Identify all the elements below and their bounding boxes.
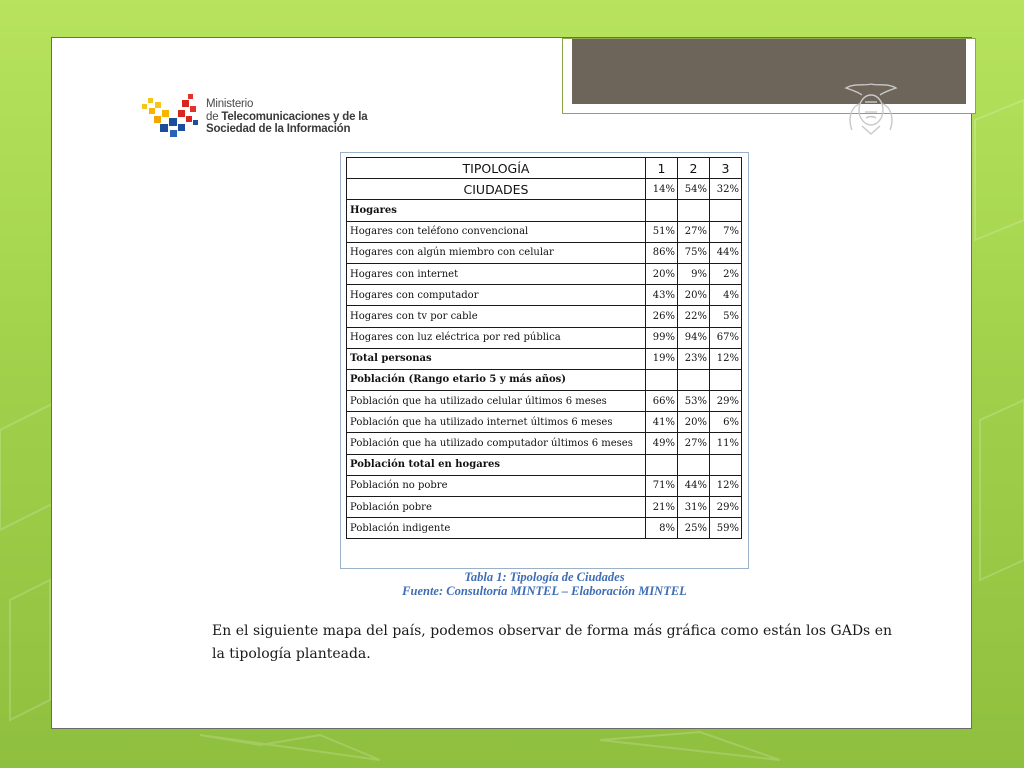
- table-row: [347, 475, 742, 496]
- table-cell-value: 86%: [646, 242, 678, 263]
- table-cell-value: [646, 369, 678, 390]
- table-cell-value: 14%: [646, 179, 678, 200]
- table-column-header: 2: [678, 158, 710, 179]
- ministry-name-line2: [206, 111, 367, 124]
- table-row-label: Hogares con tv por cable: [347, 306, 646, 327]
- table-caption: [340, 570, 749, 598]
- table-cell-value: 27%: [678, 221, 710, 242]
- table-row: [347, 369, 742, 390]
- table-row: [347, 242, 742, 263]
- table-column-header: 1: [646, 158, 678, 179]
- table-cell-value: 5%: [710, 306, 742, 327]
- title-bar: [572, 39, 966, 104]
- ministry-name-line3: Sociedad de la Información: [206, 123, 351, 135]
- table-cell-value: 51%: [646, 221, 678, 242]
- ecuador-coat-of-arms-icon: [840, 80, 902, 138]
- table-row-label: Población total en hogares: [347, 454, 646, 475]
- table-cell-value: [678, 369, 710, 390]
- table-cell-value: 75%: [678, 242, 710, 263]
- table-cell-value: 71%: [646, 475, 678, 496]
- table-cell-value: 31%: [678, 497, 710, 518]
- table-row-label: Hogares con luz eléctrica por red pública: [347, 327, 646, 348]
- table-row-label: Población que ha utilizado celular últimos 6 meses: [347, 391, 646, 412]
- ministry-name-line2-strong: Telecomunicaciones y de la: [221, 110, 368, 123]
- table-cell-value: 12%: [710, 475, 742, 496]
- table-cell-value: 2%: [710, 263, 742, 284]
- table-row: [347, 327, 742, 348]
- table-cell-value: 23%: [678, 348, 710, 369]
- table-cell-value: 49%: [646, 433, 678, 454]
- table-row: [347, 497, 742, 518]
- table-cell-value: 20%: [646, 263, 678, 284]
- table-row: [347, 391, 742, 412]
- title-placeholder: [562, 38, 976, 114]
- table-row: [347, 221, 742, 242]
- table-cell-value: 43%: [646, 285, 678, 306]
- table-cell-value: 53%: [678, 391, 710, 412]
- table-row-label: Hogares con computador: [347, 285, 646, 306]
- table-row: [347, 518, 742, 539]
- table-row: [347, 179, 742, 200]
- table-cell-value: 21%: [646, 497, 678, 518]
- table-row-label: CIUDADES: [347, 179, 646, 200]
- table-cell-value: 94%: [678, 327, 710, 348]
- table-row-label: Población indigente: [347, 518, 646, 539]
- table-cell-value: 67%: [710, 327, 742, 348]
- table-cell-value: 66%: [646, 391, 678, 412]
- table-cell-value: 20%: [678, 412, 710, 433]
- table-cell-value: 20%: [678, 285, 710, 306]
- ministry-logo: [140, 90, 390, 142]
- typology-table-container: [340, 152, 749, 569]
- table-row: [347, 306, 742, 327]
- table-cell-value: 26%: [646, 306, 678, 327]
- table-caption-title: Tabla 1: Tipología de Ciudades: [464, 570, 625, 584]
- table-row: [347, 200, 742, 221]
- table-cell-value: 8%: [646, 518, 678, 539]
- table-row-label: Hogares con teléfono convencional: [347, 221, 646, 242]
- table-cell-value: [646, 454, 678, 475]
- table-row-label: Hogares con internet: [347, 263, 646, 284]
- table-row-label: Población que ha utilizado internet últimos 6 meses: [347, 412, 646, 433]
- table-row-label: Población (Rango etario 5 y más años): [347, 369, 646, 390]
- table-cell-value: 19%: [646, 348, 678, 369]
- table-cell-value: 32%: [710, 179, 742, 200]
- table-cell-value: 44%: [710, 242, 742, 263]
- table-cell-value: 25%: [678, 518, 710, 539]
- table-cell-value: 12%: [710, 348, 742, 369]
- table-row: [347, 285, 742, 306]
- ministry-logo-icon: [140, 90, 202, 140]
- table-column-header: 3: [710, 158, 742, 179]
- table-cell-value: 27%: [678, 433, 710, 454]
- table-cell-value: [710, 369, 742, 390]
- table-cell-value: 41%: [646, 412, 678, 433]
- table-row-label: Población pobre: [347, 497, 646, 518]
- table-cell-value: 22%: [678, 306, 710, 327]
- typology-table: [346, 157, 742, 539]
- table-row-label: Población que ha utilizado computador últimos 6 meses: [347, 433, 646, 454]
- ministry-name: [206, 98, 367, 136]
- table-cell-value: 44%: [678, 475, 710, 496]
- table-row-label: Hogares con algún miembro con celular: [347, 242, 646, 263]
- table-row: [347, 263, 742, 284]
- table-cell-value: 9%: [678, 263, 710, 284]
- table-cell-value: 99%: [646, 327, 678, 348]
- table-row-label: Total personas: [347, 348, 646, 369]
- table-cell-value: [710, 454, 742, 475]
- table-row-label: Población no pobre: [347, 475, 646, 496]
- table-cell-value: [710, 200, 742, 221]
- ministry-name-line1: Ministerio: [206, 98, 254, 110]
- table-cell-value: 11%: [710, 433, 742, 454]
- table-cell-value: 59%: [710, 518, 742, 539]
- table-cell-value: 29%: [710, 391, 742, 412]
- table-header-label: TIPOLOGÍA: [347, 158, 646, 179]
- table-cell-value: 7%: [710, 221, 742, 242]
- table-cell-value: 54%: [678, 179, 710, 200]
- table-cell-value: [646, 200, 678, 221]
- table-row: [347, 348, 742, 369]
- table-header-row: [347, 158, 742, 179]
- table-caption-source: Fuente: Consultoría MINTEL – Elaboración MINTEL: [402, 584, 687, 598]
- table-row: [347, 433, 742, 454]
- slide: [51, 37, 972, 729]
- ministry-name-line2-prefix: de: [206, 110, 222, 123]
- table-row: [347, 412, 742, 433]
- table-cell-value: 6%: [710, 412, 742, 433]
- table-cell-value: 4%: [710, 285, 742, 306]
- table-cell-value: [678, 200, 710, 221]
- table-row-label: Hogares: [347, 200, 646, 221]
- table-cell-value: 29%: [710, 497, 742, 518]
- body-paragraph: En el siguiente mapa del país, podemos observar de forma más gráfica como están los GADs en la tipología planteada.: [212, 623, 892, 662]
- table-cell-value: [678, 454, 710, 475]
- table-row: [347, 454, 742, 475]
